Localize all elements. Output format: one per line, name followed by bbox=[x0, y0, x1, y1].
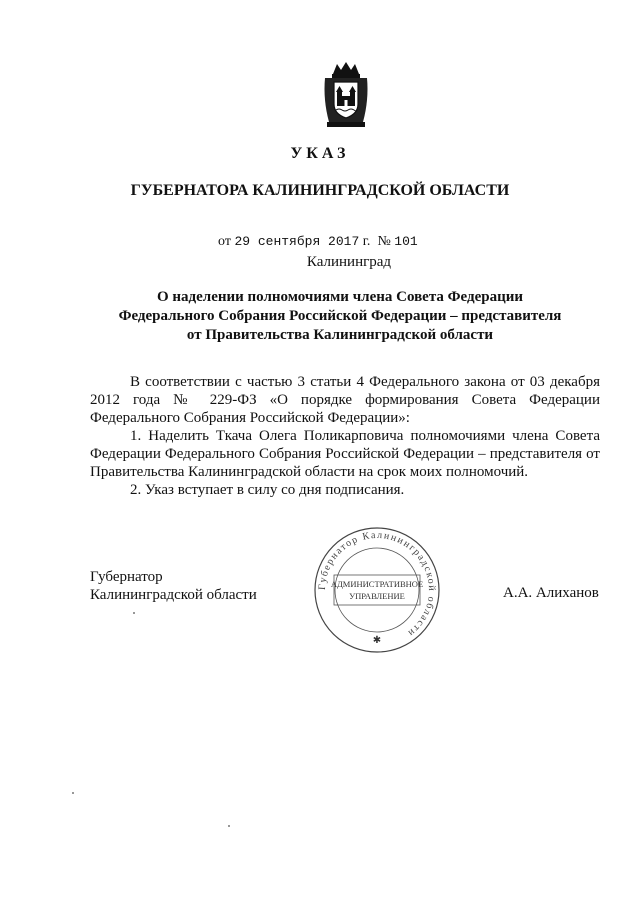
number-sign: № bbox=[377, 234, 391, 249]
official-seal bbox=[312, 525, 442, 655]
subject-line: от Правительства Калининградской области bbox=[186, 327, 494, 343]
body-paragraph: 1. Наделить Ткача Олега Поликарповича полномочиями члена Совета Федерации Федерального Собрания Российской Федерации – представителя от Правительства Калининградской области на срок моих полномочий. bbox=[90, 428, 600, 480]
signatory-name: А.А. Алиханов bbox=[503, 585, 599, 601]
document-city: Калининград bbox=[306, 254, 392, 270]
signatory-position bbox=[90, 568, 257, 604]
document-body bbox=[90, 373, 600, 499]
subject-line: О наделении полномочиями члена Совета Федерации bbox=[156, 289, 524, 305]
seal-star-icon: ✱ bbox=[372, 635, 382, 646]
seal-center-line: АДМИНИСТРАТИВНОЕ bbox=[330, 579, 424, 589]
subject-line: Федерального Собрания Российской Федерации – представителя bbox=[118, 308, 562, 324]
document-title: УКАЗ bbox=[290, 145, 350, 162]
coat-of-arms-icon bbox=[321, 60, 371, 130]
scan-speck bbox=[133, 612, 135, 614]
date-value: 29 сентября 2017 bbox=[234, 234, 360, 249]
position-line: Калининградской области bbox=[90, 587, 257, 603]
document-date-number bbox=[218, 234, 418, 250]
seal-center-line: УПРАВЛЕНИЕ bbox=[349, 591, 405, 601]
scan-speck bbox=[72, 792, 74, 794]
body-paragraph: 2. Указ вступает в силу со дня подписания. bbox=[130, 482, 405, 498]
document-issuer: ГУБЕРНАТОРА КАЛИНИНГРАДСКОЙ ОБЛАСТИ bbox=[130, 182, 510, 199]
position-line: Губернатор bbox=[90, 569, 163, 585]
scan-speck bbox=[228, 825, 230, 827]
seal-ring-text: Губернатор Калининградской области bbox=[316, 529, 438, 640]
body-paragraph: В соответствии с частью 3 статьи 4 Федерального закона от 03 декабря 2012 года № 229-ФЗ «О порядке формирования Совета Федерации Федерального Собрания Российской Федерации»: bbox=[90, 374, 600, 426]
document-subject bbox=[100, 288, 580, 345]
date-prefix: от bbox=[218, 234, 231, 249]
year-suffix: г. bbox=[362, 234, 371, 249]
document-number: 101 bbox=[394, 234, 418, 249]
